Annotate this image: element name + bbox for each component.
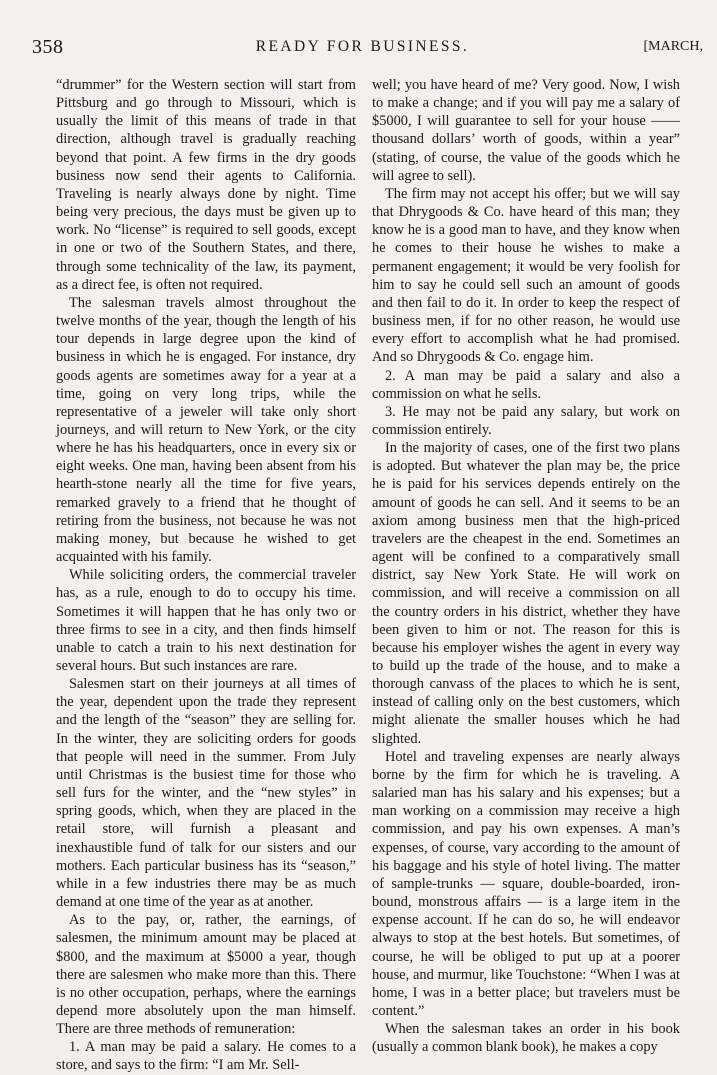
right-column: [372, 76, 680, 1056]
running-title: READY FOR BUSINESS.: [255, 38, 470, 55]
paragraph: While soliciting orders, the commercial traveler has, as a rule, enough to do to occupy his time. Sometimes it will happen that he has only two or three firms to see in a city, and then finds himself unable to catch a train to his next destination for several hours. But such instances are rare.: [56, 567, 356, 674]
month-label: [MARCH,: [643, 39, 703, 54]
paragraph: “drummer” for the Western section will start from Pittsburg and go through to Missouri, which is usually the limit of this means of trade in that direction, although travel is gradually reaching beyond that point. A few firms in the dry goods business now send their agents to California. Traveling is nearly always done by night. Time being very precious, the days must be given up to work. No “license” is required to sell goods, except in one or two of the Southern States, and there, through some technicality of the law, its payment, as a direct fee, is often not required.: [56, 77, 356, 293]
running-header: [22, 36, 703, 60]
paragraph: well; you have heard of me? Very good. Now, I wish to make a change; and if you will pay me a salary of $5000, I will guarantee to sell for your house —— thousand dollars’ worth of goods, within a year” (stating, of course, the value of the goods which he will agree to sell).: [372, 77, 680, 184]
list-item: 2. A man may be paid a salary and also a commission on what he sells.: [372, 367, 680, 402]
list-item: 3. He may not be paid any salary, but work on commission entirely.: [372, 403, 680, 438]
paragraph: Hotel and traveling expenses are nearly always borne by the firm for which he is traveling. A salaried man has his salary and his expenses; but a man working on a commission may receive a high commission, and pay his own expenses. A man’s expenses, of course, vary according to the amount of his baggage and his style of hotel living. The matter of sample-trunks — square, double-boarded, iron-bound, monstrous affairs — is a large item in the expense account. If he can do so, he will endeavor always to stop at the best hotels. But sometimes, of course, he will be obliged to put up at a poorer house, and murmur, like Touchstone: “When I was at home, I was in a better place; but travelers must be content.”: [372, 748, 680, 1019]
list-item: 1. A man may be paid a salary. He comes to a store, and says to the firm: “I am Mr. Sell-: [56, 1039, 356, 1074]
paragraph: When the salesman takes an order in his book (usually a common blank book), he makes a copy: [372, 1021, 680, 1056]
left-column: [56, 76, 356, 1075]
paragraph: In the majority of cases, one of the first two plans is adopted. But whatever the plan may be, the price he is paid for his services depends entirely on the amount of goods he can sell. And it seems to be an axiom among business men that the high-priced travelers are the cheapest in the end. Sometimes an agent will be confined to a comparatively small district, say New York State. He will work on commission, and will receive a commission on all the country orders in his district, whether they have been given to him or not. The reason for this is because his employer wishes the agent in every way to build up the trade of the house, and to make a thorough canvass of the places to which he is sent, instead of calling only on the best customers, which might alienate the smaller houses which he had slighted.: [372, 440, 680, 747]
paragraph: As to the pay, or, rather, the earnings, of salesmen, the minimum amount may be placed at $800, and the maximum at $5000 a year, though there are salesmen who make more than this. There is no other occupation, perhaps, where the earnings depend more absolutely upon the man himself. There are three methods of remuneration:: [56, 912, 356, 1038]
page-number: 358: [32, 36, 64, 58]
paragraph: Salesmen start on their journeys at all times of the year, dependent upon the trade they represent and the length of the “season” they are selling for. In the winter, they are soliciting orders for goods that people will need in the summer. From July until Christmas is the busiest time for those who sell furs for the winter, and the “new styles” in spring goods, which, when they are placed in the retail store, will furnish a pleasant and inexhaustible fund of talk for our sisters and our mothers. Each particular business has its “season,” while in a few industries there may be as much demand at one time of the year as at another.: [56, 676, 356, 911]
paragraph: The firm may not accept his offer; but we will say that Dhrygoods & Co. have heard of this man; they know he is a good man to have, and they know when he comes to their house he wishes to make a permanent engagement; it would be very foolish for him to say he could sell such an amount of goods and then fail to do it. In order to keep the respect of business men, if for no other reason, he would use every effort to accomplish what he had promised. And so Dhrygoods & Co. engage him.: [372, 185, 680, 366]
paragraph: The salesman travels almost throughout the twelve months of the year, though the length of his tour depends in large degree upon the kind of business in which he is engaged. For instance, dry goods agents are sometimes away for a year at a time, going on very long trips, while the representative of a jeweler will take only short journeys, and will return to New York, or the city where he has his headquarters, once in every six or eight weeks. One man, having been absent from his hearth-stone nearly all the time for five years, remarked gravely to a friend that he thought of retiring from the business, not because he was not making money, but because he wished to get acquainted with his family.: [56, 294, 356, 566]
